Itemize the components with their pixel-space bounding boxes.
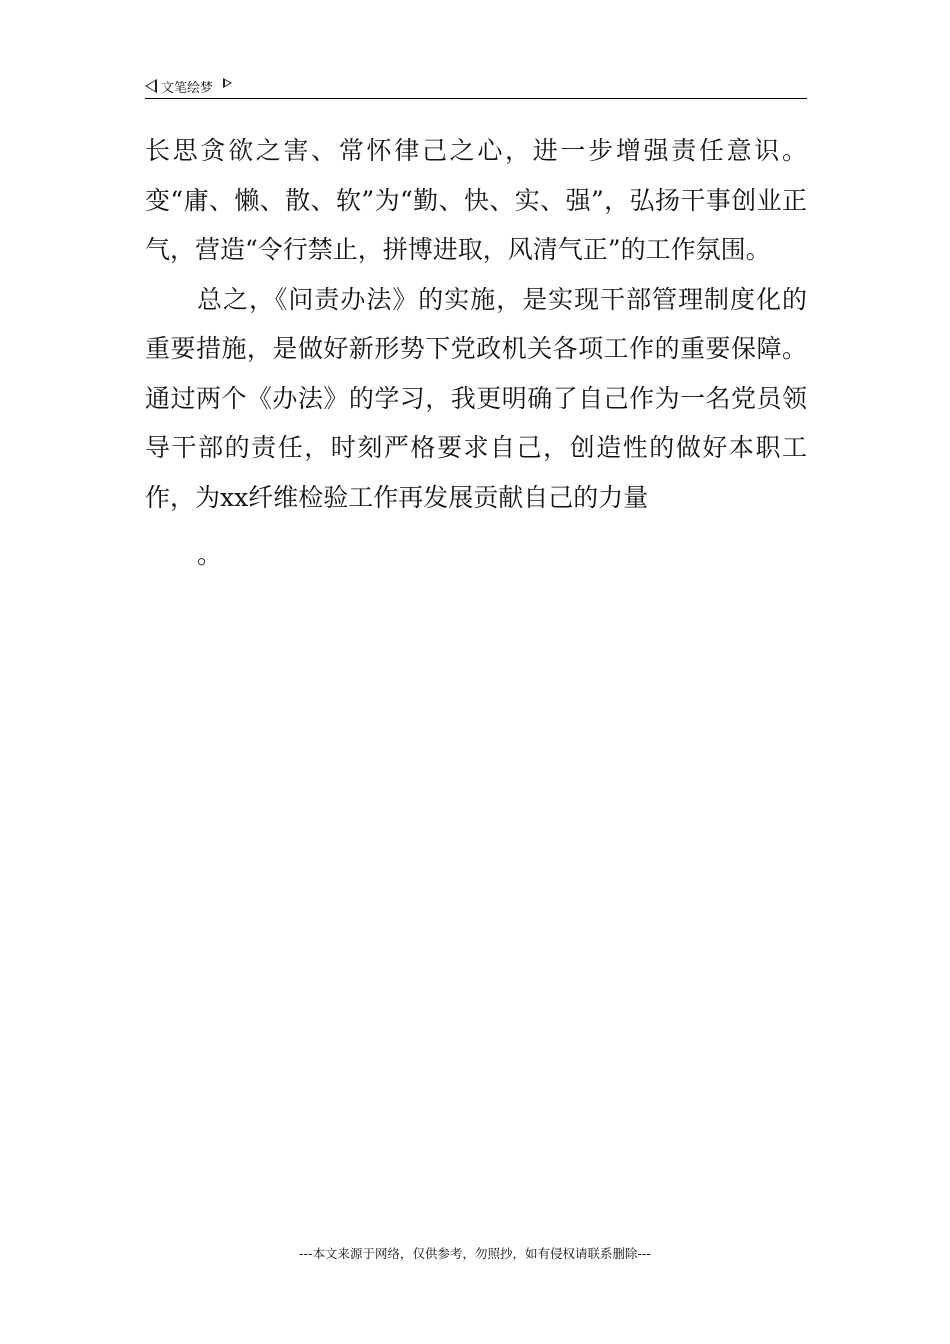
triangle-right-icon: [223, 78, 232, 88]
document-body: [145, 126, 807, 580]
paragraph-2: 总之，《问责办法》的实施，是实现干部管理制度化的重要措施，是做好新形势下党政机关各项工作的重要保障。通过两个《办法》的学习，我更明确了自己作为一名党员领导干部的责任，时刻严格要求自己，创造性的做好本职工作，为xx纤维检验工作再发展贡献自己的力量: [145, 284, 807, 512]
paragraph-3: 。: [197, 540, 223, 569]
page-header: [145, 74, 807, 99]
footer-disclaimer: ---本文来源于网络，仅供参考，勿照抄，如有侵权请联系删除---: [298, 1246, 652, 1261]
triangle-left-icon: [145, 79, 157, 93]
paragraph-1: 长思贪欲之害、常怀律己之心，进一步增强责任意识。变“庸、懒、散、软”为“勤、快、实、强”，弘扬干事创业正气，营造“令行禁止，拼博进取，风清气正”的工作氛围。: [145, 136, 807, 264]
header-title: 文笔绘梦: [161, 80, 214, 96]
